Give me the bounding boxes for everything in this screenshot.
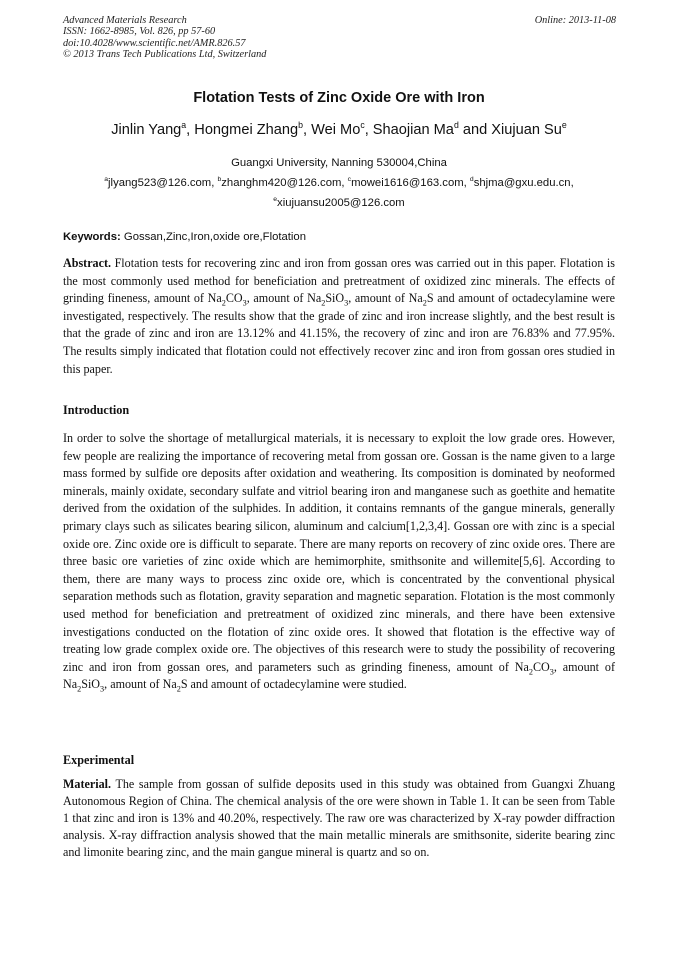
affiliation-block (0, 153, 678, 213)
abstract-text: S and amount of octadecylamine were investigated, respectively. The results show that the grade of zinc and iron increase slightly, and the best result is that the grade of zinc and iron are 13.12% and 41.15%, the recovery of zinc and iron are 76.83% and 77.95%. The results simply indicated that flotation could not effectively recover zinc and iron from gossan ores studied in this paper. (63, 291, 616, 376)
abstract-text: , amount of Na (348, 291, 423, 306)
material-label: Material. (63, 777, 112, 791)
intro-text: CO (532, 659, 550, 674)
subscript: 2 (528, 667, 533, 677)
online-date: Online: 2013-11-08 (534, 15, 616, 26)
paper-title: Flotation Tests of Zinc Oxide Ore with Iron (193, 90, 485, 106)
author-mark: b (298, 120, 303, 131)
intro-text: In order to solve the shortage of metallurgical materials, it is necessary to exploit the low grade ores. However, few people are realizing the importance of recovering metal from gossan ore. Gossan is the name given to a large mass formed by sulfide ore deposits after oxidation and weathering. Its composition is dominated by neoformed minerals, mainly oxidate, secondary sulfate and vitriol bearing iron and manganese such as goethite and hematite derived from the oxidation of the sulphides. In addition, it contains remnants of the gangue minerals, generally primary clays such as silicates bearing silicon, aluminum and calcium[1,2,3,4]. Gossan ore with zinc is a special oxide ore. Zinc oxide ore is difficult to separate. There are many reports on recovery of zinc oxide ores. There are three basic ore varieties of zinc oxide which are hemimorphite, smithsonite and willemite[5,6]. According to them, there are many ways to process zinc oxide ore, which is concentrated by the conventional physical separation methods such as flotation, gravity separation and magnetic separation. Flotation is the most commonly used method for beneficiation and pretreatment of oxidized zinc minerals, and there have been extensive investigations conducted on the flotation of zinc oxide ores. It showed that flotation is the effective way of treating low grade complex oxide ore. The objectives of this research were to study the possibility of recovering zinc and iron from gossan ores, and parameters such as grinding fineness, amount of Na (63, 431, 615, 674)
email-mark: c (347, 176, 352, 184)
email-mark: a (104, 176, 109, 184)
author-name: Shaojian Ma (372, 122, 454, 138)
email-line: $^a$jlyang523@126.com, $^b$zhanghm420@126.com, $^c$mowei1616@163.com, $^d$shjma@gxu.edu.cn, (104, 176, 574, 189)
email-mark: b (217, 176, 222, 184)
subscript: 2 (77, 684, 82, 694)
author-mark: c (360, 120, 365, 131)
keywords-label: Keywords: (63, 231, 121, 243)
author-name: Hongmei Zhang (194, 122, 299, 138)
abstract (63, 255, 615, 378)
subscript: 3 (242, 298, 247, 308)
subscript: 2 (321, 298, 326, 308)
email-address: mowei1616@163.com (351, 177, 464, 189)
doi-line: doi:10.4028/www.scientific.net/AMR.826.57 (63, 37, 246, 49)
author-name: Jinlin Yang (111, 122, 182, 138)
keywords-text: Gossan,Zinc,Iron,oxide ore,Flotation (123, 231, 307, 243)
abstract-text: Flotation tests for recovering zinc and iron from gossan ores was carried out in this paper. Flotation is the most commonly used method for beneficiation and pretreatment of oxidized zinc minerals. The effects of grinding fineness, amount of Na (63, 256, 615, 306)
intro-text: , amount of Na (63, 659, 615, 692)
intro-text: S and amount of octadecylamine were studied. (180, 677, 407, 692)
issn-line: ISSN: 1662-8985, Vol. 826, pp 57-60 (63, 26, 216, 38)
journal-name: Advanced Materials Research (63, 15, 187, 26)
author-name: Xiujuan Su (491, 122, 562, 138)
material-text: The sample from gossan of sulfide deposits used in this study was obtained from Guangxi Zhuang Autonomous Region of China. The chemical analysis of the ore were shown in Table 1. It can be seen from Table 1 that zinc and iron is 13% and 40.20%, respectively. The raw ore was characterized by X-ray powder diffraction analysis. X-ray diffraction analysis showed that the main metallic minerals are smithsonite, siderite bearing zinc and limonite bearing zinc, and the main gangue mineral is quartz and so on. (63, 777, 616, 859)
journal-header (63, 15, 616, 60)
affiliation: Guangxi University, Nanning 530004,China (231, 157, 447, 169)
introduction-paragraph (63, 430, 615, 694)
email-line (0, 193, 678, 213)
keywords (63, 231, 306, 243)
author-list: Jinlin Yang$^a$, Hongmei Zhang$^b$, Wei Mo$^c$, Shaojian Ma$^d$ and Xiujuan Su$^e$ (111, 120, 567, 138)
email-address: zhanghm420@126.com (221, 177, 342, 189)
abstract-text: CO (225, 291, 243, 306)
email-mark: e (273, 196, 278, 204)
author-mark: e (561, 120, 567, 131)
author-name: Wei Mo (311, 122, 361, 138)
copyright-line: © 2013 Trans Tech Publications Ltd, Switzerland (63, 48, 267, 60)
abstract-text: SiO (325, 291, 345, 306)
email-address: shjma@gxu.edu.cn (473, 177, 571, 189)
section-heading-experimental: Experimental (63, 753, 135, 767)
author-mark: a (181, 120, 187, 131)
author-mark: d (453, 120, 459, 131)
subscript: 3 (100, 684, 105, 694)
email-mark: d (469, 176, 474, 184)
subscript: 3 (344, 298, 349, 308)
intro-text: SiO (81, 677, 101, 692)
intro-text: , amount of Na (104, 677, 177, 692)
email-address: jlyang523@126.com (108, 177, 212, 189)
subscript: 3 (549, 667, 554, 677)
abstract-label: Abstract. (63, 256, 112, 270)
section-heading-introduction: Introduction (63, 403, 130, 417)
material-paragraph (63, 776, 615, 861)
subscript: 2 (176, 684, 181, 694)
subscript: 2 (422, 298, 427, 308)
subscript: 2 (221, 298, 226, 308)
email-address: xiujuansu2005@126.com (277, 197, 405, 209)
abstract-text: , amount of Na (246, 291, 322, 306)
